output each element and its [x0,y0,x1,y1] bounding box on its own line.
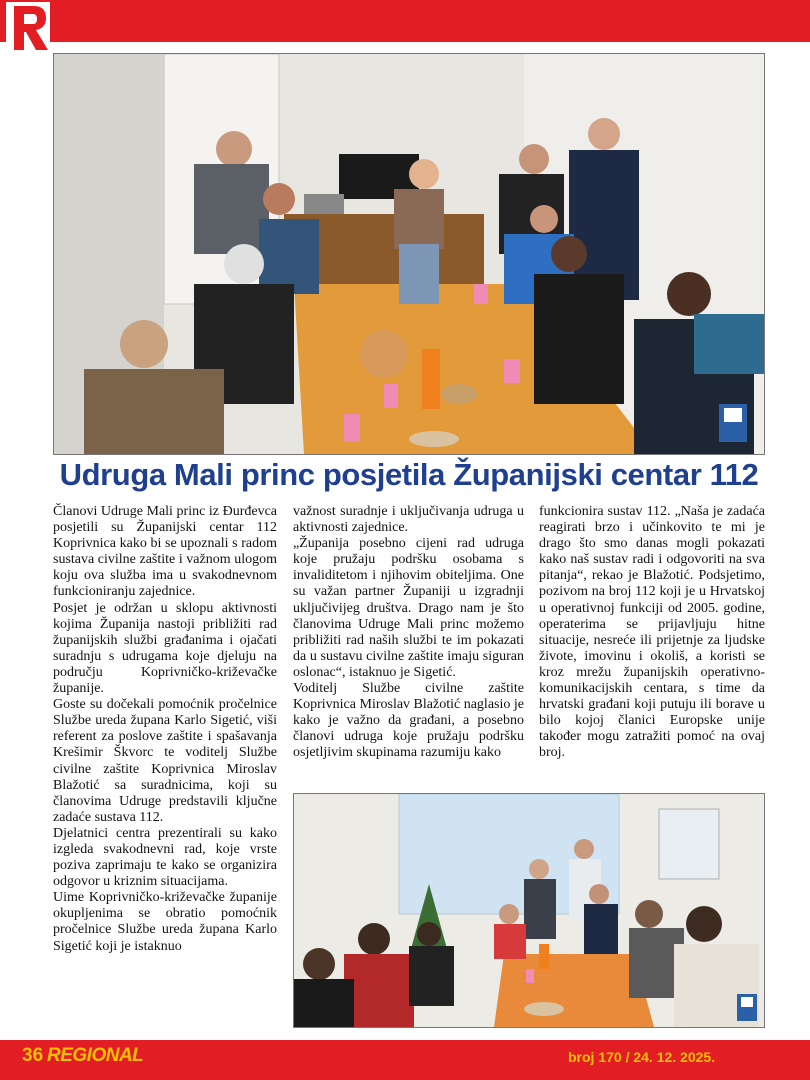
brand-logo-text: REGIONAL [47,1045,144,1066]
article-column-1 [53,504,277,955]
paragraph: Članovi Udruge Mali princ iz Đurđevca posjetili su Županijski centar 112 Koprivnica kako bi se upoznali s radom sustava civilne zaštite i važnom ulogom koju ova služba ima u svakodnevnom funkcioniranju zajednice. [53,504,277,600]
paragraph: „Županija posebno cijeni rad udruga koje pružaju podršku osobama s invaliditetom i njihovim obiteljima. One su važan partner Županiji u izgradnji uključivijeg društva. Drago nam je što članovima Udruge Mali princ možemo približiti rad naših službi te im pokazati da u sustavu civilne zaštite imaju siguran oslonac“, istaknuo je Sigetić. [293,536,524,680]
paragraph: važnost suradnje i uključivanja udruga u aktivnosti zajednice. [293,504,524,536]
issue-info: broj 170 / 24. 12. 2025. [568,1049,716,1065]
paragraph: Voditelj Službe civilne zaštite Koprivnica Miroslav Blažotić naglasio je kako je važno da građani, a posebno članovi udruga koje pružaju podršku osjetljivim skupinama razumiju kako [293,681,524,761]
paragraph: Djelatnici centra prezentirali su kako izgleda svakodnevni rad, koje vrste poziva zaprimaju te kako se organizira odgovor u kriznim situacijama. [53,825,277,890]
header-bar [0,0,810,42]
regional-r-logo-icon [6,2,50,54]
paragraph: Goste su dočekali pomoćnik pročelnice Službe ureda župana Karlo Sigetić, viši referent za poslove zaštite i spašavanja Krešimir Škvorc te voditelj Službe civilne zaštite Koprivnica Miroslav Blažotić sa suradnicima, koji su članovima Udruge predstavili ključne zadaće sustava 112. [53,697,277,825]
page-number: 36 [22,1045,44,1066]
article-headline: Udruga Mali princ posjetila Županijski centar 112 [59,457,759,492]
paragraph: funkcionira sustav 112. „Naša je zadaća reagirati brzo i učinkovito te mi je drago što smo danas mogli pokazati kako naš sustav radi i odgovoriti na sva pitanja“, rekao je Blažotić. Podsjetimo, pozivom na broj 112 koji je u Hrvatskoj u operativnoj funkciji od 2005. godine, operaterima se prijavljuju hitne situacije, nesreće ili prijetnje za ljudske živote, imovinu i okoliš, a koristi se kroz mrežu županijskih operativno-komunikacijskih centara, s time da hrvatski građani koji putuju ili borave u bilo kojoj članici Europske unije također mogu zatražiti pomoć na ovaj broj. [539,504,765,761]
event-photo-secondary [293,793,765,1028]
article-column-2 [293,504,524,762]
event-photo-main [53,53,765,455]
paragraph: Uime Koprivničko-križevačke županije okupljenima se obratio pomoćnik pročelnice Službe ureda župana Karlo Sigetić koji je istaknuo [53,890,277,954]
paragraph: Posjet je održan u sklopu aktivnosti kojima Županija nastoji približiti rad županijskih službi građanima i ojačati suradnju s udrugama koje djeluju na području Koprivničko-križevačke županije. [53,600,277,697]
article-column-3 [539,504,765,762]
